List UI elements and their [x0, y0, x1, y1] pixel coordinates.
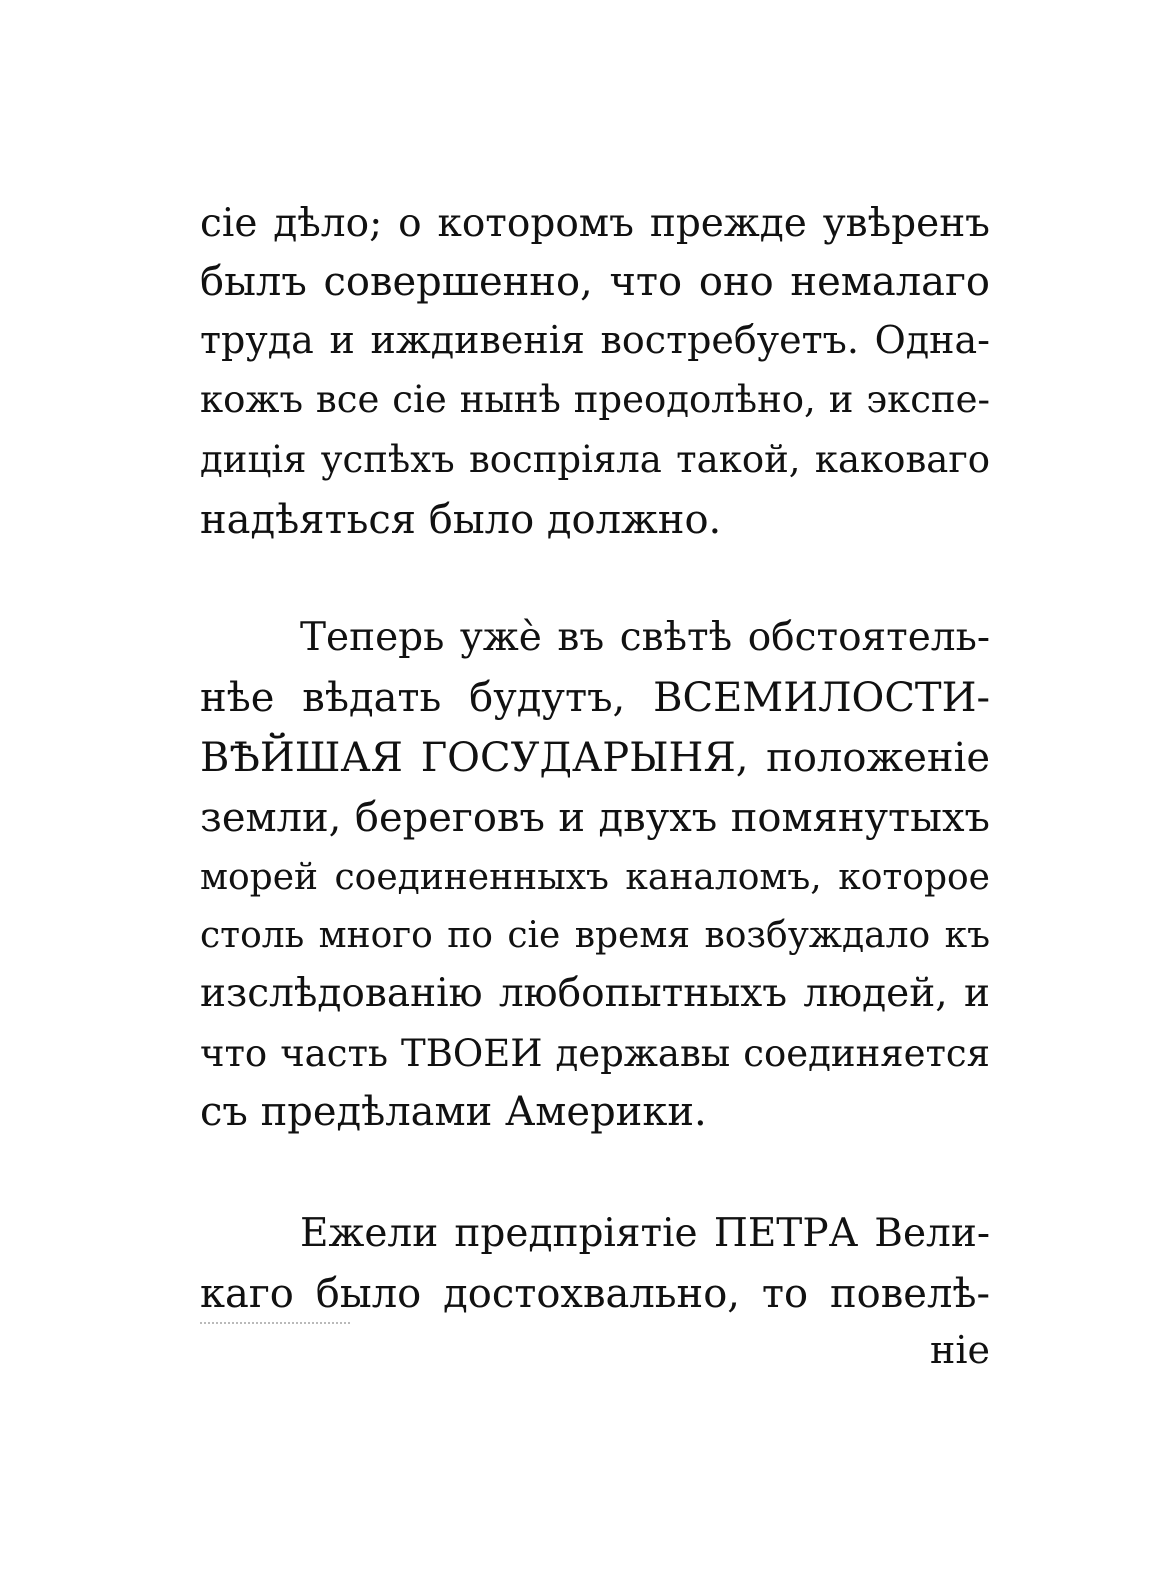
- text-line: изслѣдованію любопытныхъ людей, и: [200, 971, 990, 1016]
- text-line: диція успѣхъ воспріяла такой, каковаго: [200, 438, 990, 481]
- text-line: труда и иждивенія востребуетъ. Одна-: [200, 318, 990, 362]
- text-line: земли, береговъ и двухъ помянутыхъ: [200, 795, 990, 841]
- text-line: Ежели предпріятіе ПЕТРА Вели-: [300, 1211, 990, 1256]
- print-smudge: [200, 1322, 350, 1330]
- text-line: нѣе вѣдать будутъ, ВСЕМИЛОСТИ-: [200, 675, 990, 721]
- text-line: сіе дѣло; о которомъ прежде увѣренъ: [200, 201, 990, 246]
- text-line: былъ совершенно, что оно немалаго: [200, 259, 990, 305]
- text-line: столь много по сіе время возбуждало къ: [200, 915, 990, 956]
- text-line: ВѢЙШАЯ ГОСУДАРЫНЯ, положеніе: [200, 735, 990, 781]
- catchword: ніе: [930, 1328, 990, 1372]
- text-line: каго было достохвально, то повелѣ-: [200, 1271, 990, 1317]
- text-line: Теперь ужè въ свѣтѣ обстоятель-: [300, 615, 990, 660]
- text-line: кожъ все сіе нынѣ преодолѣно, и экспе-: [200, 378, 990, 421]
- text-line: морей соединенныхъ каналомъ, которое: [200, 857, 990, 898]
- text-line: съ предѣлами Америки.: [200, 1089, 707, 1135]
- text-line: что часть ТВОЕИ державы соединяется: [200, 1032, 990, 1075]
- text-line: надѣяться было должно.: [200, 497, 722, 543]
